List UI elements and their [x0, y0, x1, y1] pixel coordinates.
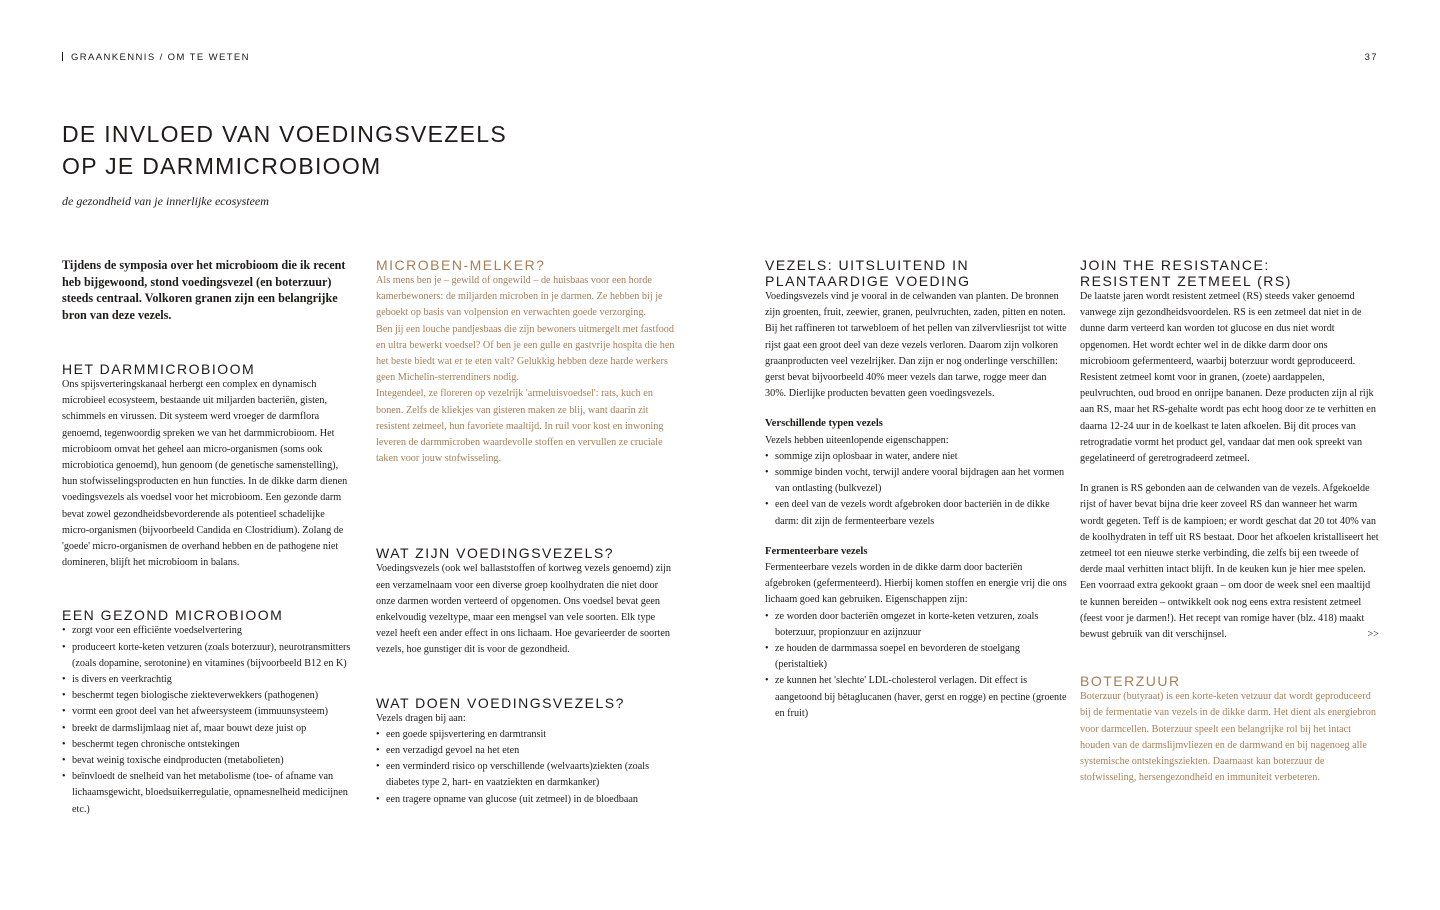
- wat-doen-list: [376, 727, 676, 808]
- list-item: • ze houden de darmmassa soepel en bevorderen de stoelgang (peristaltiek): [765, 641, 1067, 673]
- list-item: • een goede spijsvertering en darmtransit: [376, 727, 676, 743]
- column-4: [1080, 257, 1379, 786]
- typen-list: [765, 449, 1067, 530]
- title-line-2: OP JE DARMMICROBIOOM: [62, 153, 382, 179]
- continue-arrows: >>: [1367, 629, 1379, 641]
- list-item: • beschermt tegen chronische ontstekingen: [62, 737, 354, 753]
- ferm-lead: Fermenteerbare vezels worden in de dikke darm door bacteriën afgebroken (gefermenteerd). Hierbij komen stoffen en energie vrij die ons lichaam goed kan gebruiken. Eigenschappen zijn:: [765, 562, 1067, 606]
- wat-doen-lead: Vezels dragen bij aan:: [376, 712, 466, 724]
- list-item: • vormt een groot deel van het afweersysteem (immuunsysteem): [62, 704, 354, 720]
- list-item: • sommige binden vocht, terwijl andere vooral bijdragen aan het vormen van ontlasting (bulkvezel): [765, 465, 1067, 497]
- list-item: • produceert korte-keten vetzuren (zoals boterzuur), neurotransmitters (zoals dopamine, serotonine) en vitamines (bijvoorbeeld B12 en K): [62, 640, 354, 672]
- resistance-paragraph-2: [1080, 481, 1379, 643]
- list-item: • is divers en veerkrachtig: [62, 672, 354, 688]
- list-item: • een verminderd risico op verschillende (welvaarts)ziekten (zoals diabetes type 2, hart- en vaatziekten en darmkanker): [376, 759, 676, 791]
- list-item: • beïnvloedt de snelheid van het metabolisme (toe- of afname van lichaamsgewicht, bloedsuikerregulatie, opnamesnelheid medicijnen etc.): [62, 769, 354, 818]
- wat-doen-heading: WAT DOEN VOEDINGSVEZELS?: [376, 694, 625, 711]
- gezond-list: [62, 623, 354, 817]
- boterzuur-box: [1080, 673, 1379, 786]
- running-header: [62, 52, 250, 63]
- resistance-paragraph-1: De laatste jaren wordt resistent zetmeel (RS) steeds vaker genoemd vanwege zijn gezondheidsvoordelen. RS is een zetmeel dat niet in de dunne darm verteerd kan worden tot glucose en dus niet wordt opgenomen. Het wordt echter wel in de dikke darm door ons microbioom gefermenteerd, waarbij boterzuur wordt geproduceerd. Resistent zetmeel komt voor in granen, (zoete) aardappelen, peulvruchten, oud brood en onrijpe bananen. Deze producten zijn al rijk aan RS, maar het RS-gehalte wordt pas echt hoog door ze te verhitten en daarna 12-24 uur in de koelkast te laten afkoelen. Bij dit proces van retrogradatie vormt het product gel, vandaar dat men ook spreekt van gegelatineerd of geretrogradeerd zetmeel.: [1080, 291, 1376, 465]
- plantaardig-text: Voedingsvezels vind je vooral in de celwanden van planten. De bronnen zijn groenten, fruit, zeewier, granen, peulvruchten, zaden, pitten en noten. Bij het raffineren tot tarwebloem of het pellen van zilvervliesrijst tot witte rijst gaat een groot deel van deze vezels verloren. Daarom zijn volkoren graanproducten veel vezelrijker. Dan zijn er nog onderlinge verschillen: gerst bevat bijvoorbeeld 40% meer vezels dan tarwe, rogge meer dan 30%. Dierlijke producten bevatten geen voedingsvezels.: [765, 291, 1067, 400]
- list-item: • sommige zijn oplosbaar in water, andere niet: [765, 449, 1067, 465]
- boterzuur-heading: BOTERZUUR: [1080, 673, 1181, 690]
- list-item: • een verzadigd gevoel na het eten: [376, 743, 676, 759]
- page-title: [62, 118, 507, 182]
- gezond-heading: EEN GEZOND MICROBIOOM: [62, 607, 284, 624]
- title-line-1: DE INVLOED VAN VOEDINGSVEZELS: [62, 121, 507, 147]
- melker-paragraph-2: Ben jij een louche pandjesbaas die zijn bewoners uitmergelt met fastfood en ultra bewerkt voedsel? Of ben je een gulle en gastvrije hospita die hen het beste biedt wat er te eten valt? Gelukkig hebben deze harde werkers geen Michelin-sterrendiners nodig.: [376, 323, 675, 384]
- page-subtitle: de gezondheid van je innerlijke ecosysteem: [62, 194, 269, 208]
- darmmicrobioom-heading: HET DARMMICROBIOOM: [62, 361, 256, 377]
- resistance-heading-line-2: RESISTENT ZETMEEL (RS): [1080, 273, 1292, 289]
- boterzuur-text: Boterzuur (butyraat) is een korte-keten vetzuur dat wordt geproduceerd bij de fermentatie van vezels in de dikke darm. Het dient als energiebron voor darmcellen. Boterzuur speelt een belangrijke rol bij het intact houden van de darmslijmvliezen en de darmwand en bij nagenoeg alle systemische ontstekingsziekten. Daarnaast kan boterzuur de stofwisseling, hersengezondheid en immuniteit verbeteren.: [1080, 691, 1376, 784]
- typen-heading: Verschillende typen vezels: [765, 418, 883, 430]
- list-item: • een deel van de vezels wordt afgebroken door bacteriën in de dikke darm: dit zijn de fermenteerbare vezels: [765, 497, 1067, 529]
- list-item: • beschermt tegen biologische ziekteverwekkers (pathogenen): [62, 688, 354, 704]
- typen-lead: Vezels hebben uiteenlopende eigenschappen:: [765, 434, 949, 446]
- melker-paragraph-1: Als mens ben je – gewild of ongewild – de huisbaas voor een horde kamerbewoners: de miljarden microben in je darmen. Ze hebben bij je geboekt op basis van volpension en verwachten goede verzorging.: [376, 275, 663, 319]
- header-divider: [62, 52, 63, 61]
- list-item: • ze kunnen het 'slechte' LDL-cholesterol verlagen. Dit effect is aangetoond bij bètaglucanen (haver, gerst en rogge) en pectine (groente en fruit): [765, 673, 1067, 722]
- column-3: [765, 257, 1067, 722]
- melker-heading: MICROBEN-MELKER?: [376, 257, 546, 273]
- resistance-heading: [1080, 257, 1379, 289]
- plantaardig-heading-line-1: VEZELS: UITSLUITEND IN: [765, 257, 970, 273]
- plantaardig-heading-line-2: PLANTAARDIGE VOEDING: [765, 273, 971, 289]
- list-item: • bevat weinig toxische eindproducten (metabolieten): [62, 753, 354, 769]
- darmmicrobioom-text: Ons spijsverteringskanaal herbergt een complex en dynamisch microbieel ecosysteem, bestaande uit miljarden bacteriën, gisten, schimmels en virussen. Dit systeem werd vroeger de darmflora genoemd, tegenwoordig spreken we van het darmmicrobioom. Het microbioom omvat het geheel aan micro-organismen (soms ook microbiotica genoemd), hun genoom (de genetische samenstelling), hun stofwisselingsproducten en hun functies. In de dikke darm dienen voedingsvezels als voedsel voor het microbioom. Een gezonde darm bevat zowel gezondheidsbevorderende als potentieel schadelijke micro-organismen (bijvoorbeeld Candida en Clostridium). Zolang de 'goede' micro-organismen de overhand hebben en de pathogene niet domineren, blijft het microbioom in balans.: [62, 379, 348, 569]
- page-number: 37: [1364, 52, 1378, 63]
- intro-paragraph: Tijdens de symposia over het microbioom die ik recent heb bijgewoond, stond voedingsvezel (en boterzuur) steeds centraal. Volkoren granen zijn een belangrijke bron van deze vezels.: [62, 258, 346, 322]
- wat-zijn-heading: WAT ZIJN VOEDINGSVEZELS?: [376, 545, 615, 562]
- plantaardig-heading: [765, 257, 1067, 289]
- melker-paragraph-3: Integendeel, ze floreren op vezelrijk 'armeluisvoedsel': rats, kuch en bonen. Zelfs de kliekjes van gisteren maken ze blij, want daarin zit resistent zetmeel, hun favoriete maaltijd. In ruil voor kost en inwoning leveren de darmmicroben waardevolle stoffen en vervullen ze cruciale taken voor jouw stofwisseling.: [376, 388, 664, 465]
- ferm-heading: Fermenteerbare vezels: [765, 545, 868, 557]
- ferm-list: [765, 609, 1067, 722]
- resistance-heading-line-1: JOIN THE RESISTANCE:: [1080, 257, 1270, 273]
- column-1: [62, 257, 354, 818]
- column-2: [376, 257, 676, 808]
- wat-zijn-text: Voedingsvezels (ook wel ballaststoffen of kortweg vezels genoemd) zijn een verzamelnaam voor een diverse groep koolhydraten die niet door onze darmen worden verteerd of opgenomen. Ons voedsel bevat geen enkelvoudig vezeltype, maar een mengsel van vele soorten. Elk type vezel heeft een ander effect in ons lichaam. Hoe gevarieerder de soorten vezels, hoe gunstiger dit is voor de gezondheid.: [376, 563, 671, 656]
- list-item: • een tragere opname van glucose (uit zetmeel) in de bloedbaan: [376, 792, 676, 808]
- melker-box: [376, 257, 676, 467]
- list-item: • zorgt voor een efficiënte voedselvertering: [62, 623, 354, 639]
- list-item: • breekt de darmslijmlaag niet af, maar bouwt deze juist op: [62, 721, 354, 737]
- resistance-paragraph-2-text: In granen is RS gebonden aan de celwanden van de vezels. Afgekoelde rijst of haver bevat bijna drie keer zoveel RS dan wanneer het warm wordt gegeten. Teff is de kampioen; er wordt geschat dat 20 tot 40% van de koolhydraten in teff uit RS bestaat. Door het afkoelen kristalliseert het zetmeel tot een nieuwe sterke verbinding, die zelfs bij een tweede of derde maal verhitten intact blijft. In de keuken kun je hier mee spelen. Een voorraad extra gekookt graan – om door de week snel een maaltijd te kunnen bereiden – ontwikkelt ook nog eens extra resistent zetmeel (feest voor je darmen!). Het recept van romige haver (blz. 418) maakt bewust gebruik van dit verschijnsel.: [1080, 483, 1379, 641]
- section-label: GRAANKENNIS / OM TE WETEN: [71, 52, 250, 63]
- list-item: • ze worden door bacteriën omgezet in korte-keten vetzuren, zoals boterzuur, propionzuur en azijnzuur: [765, 609, 1067, 641]
